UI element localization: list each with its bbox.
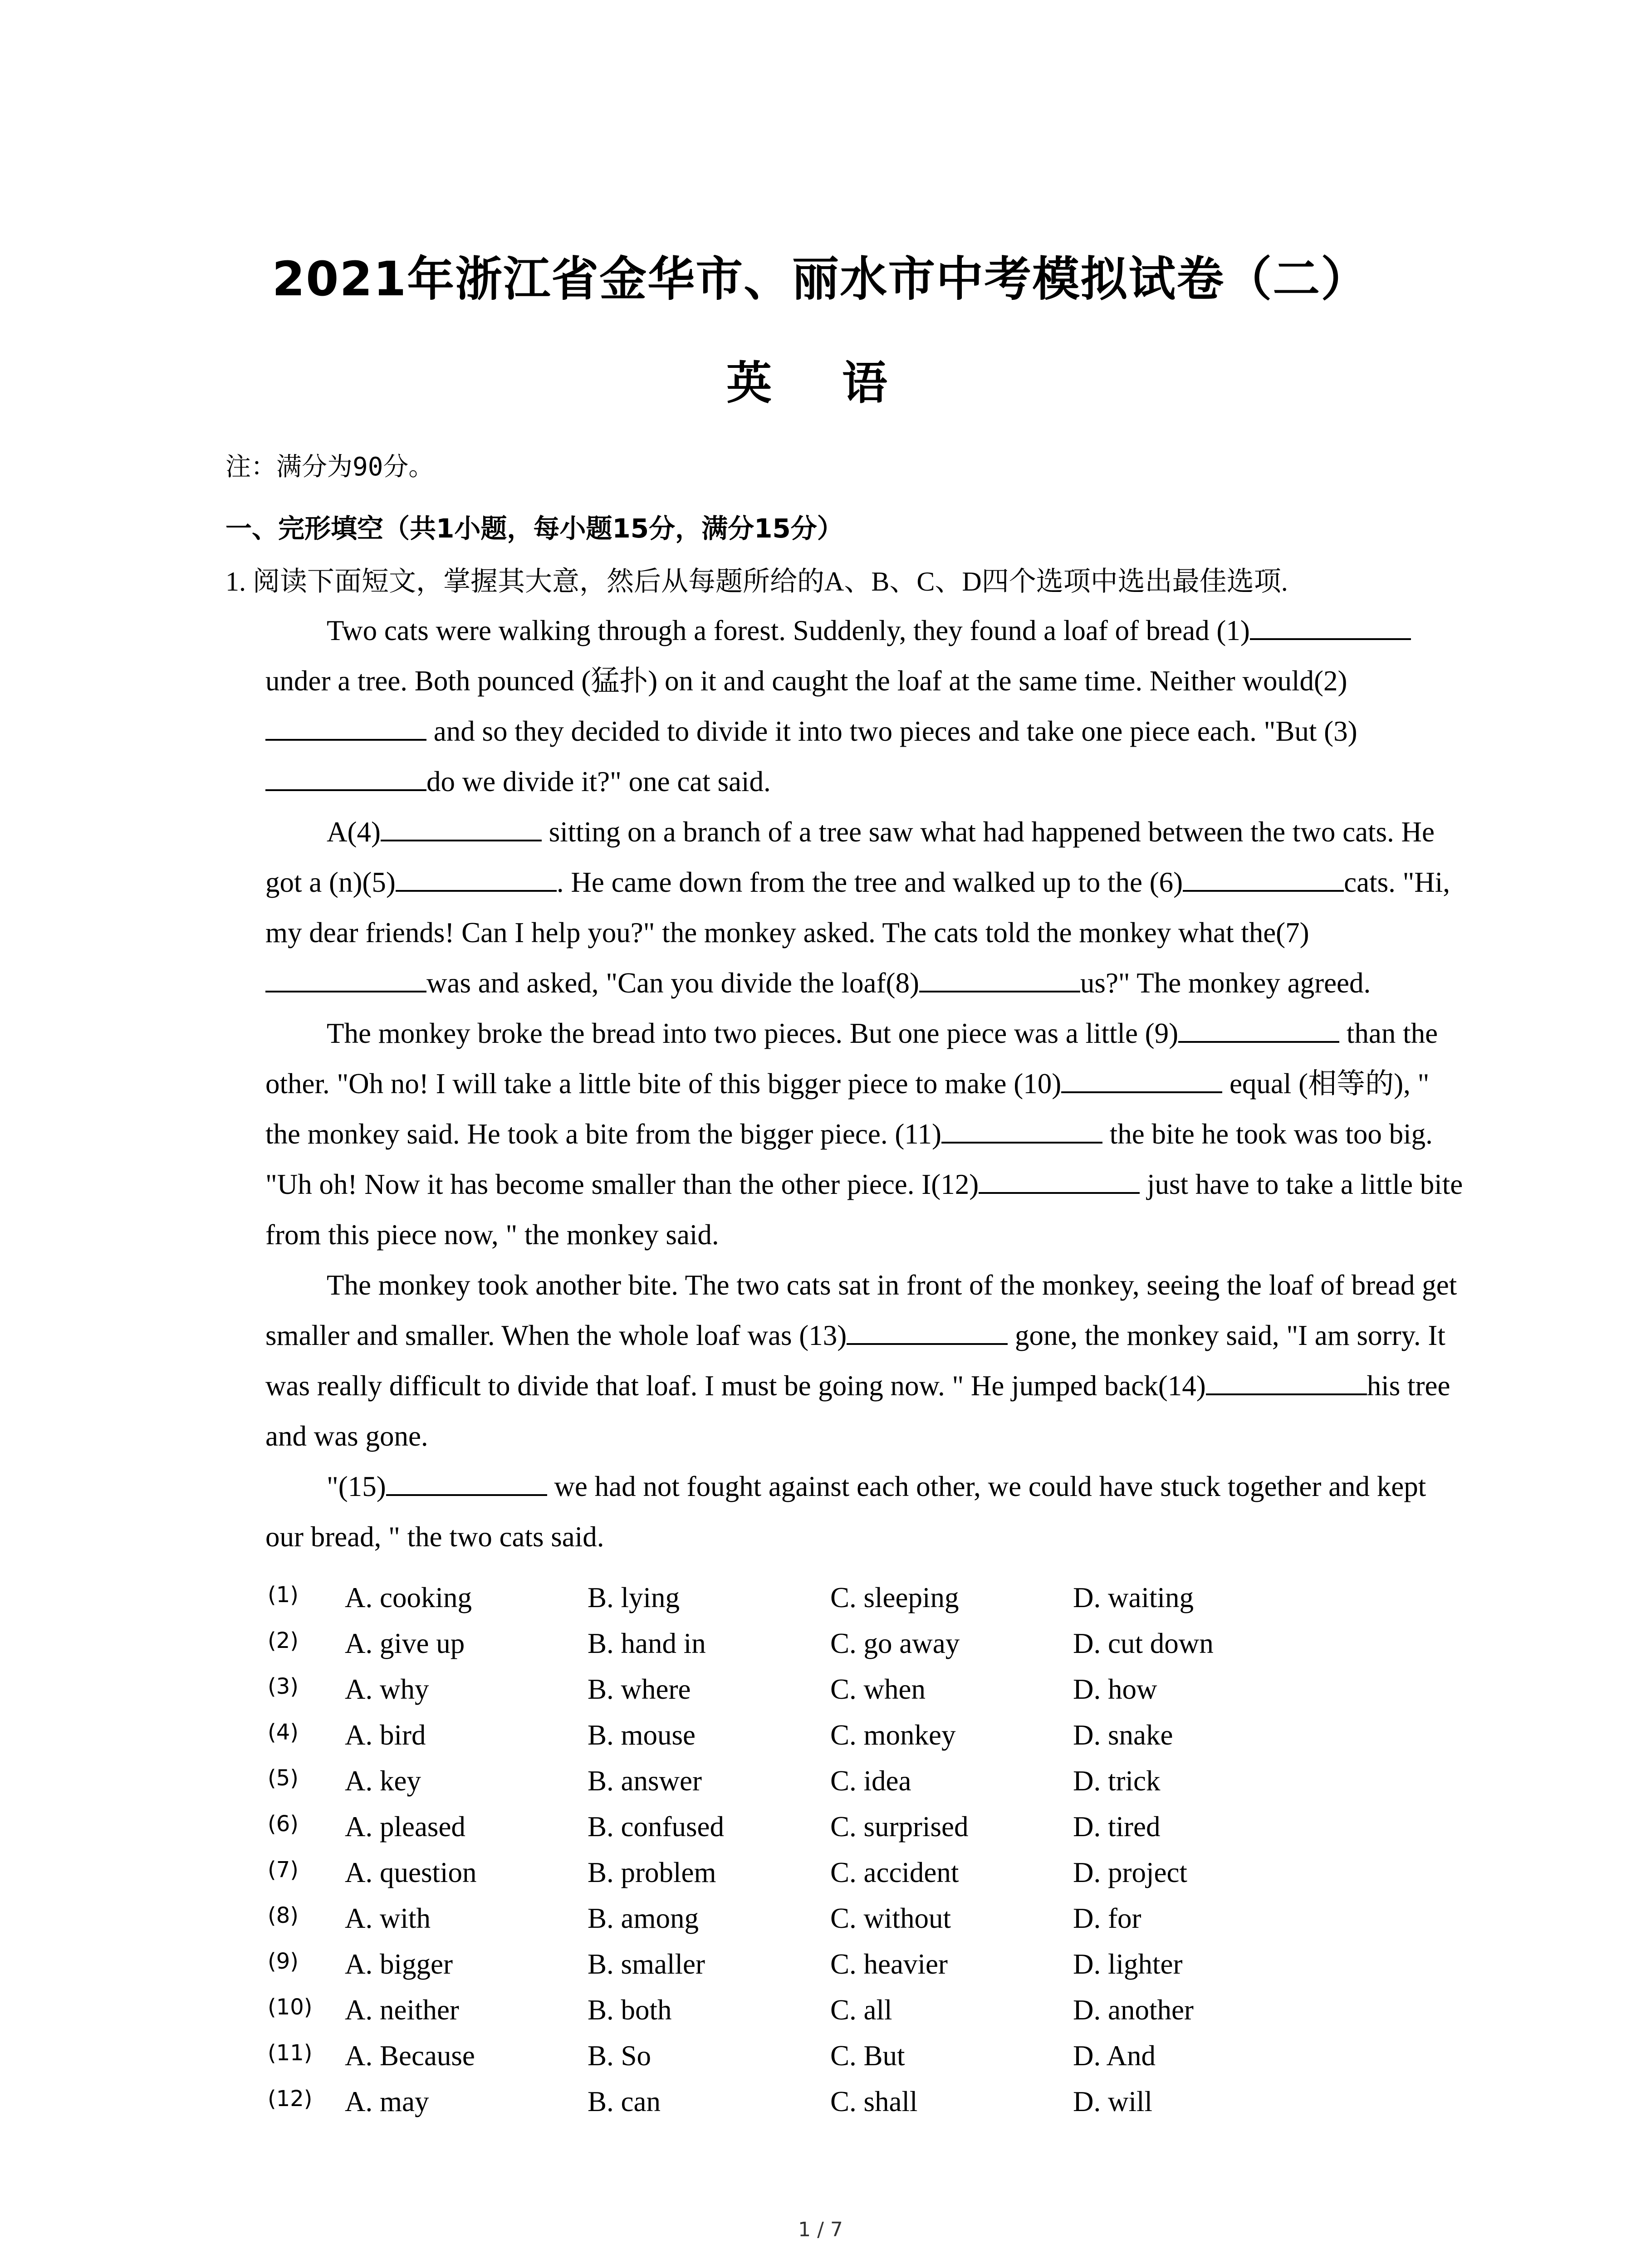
section-heading: 一、完形填空（共1小题，每小题15分，满分15分）	[225, 513, 843, 544]
passage-text: equal (相等的), " the monkey said. He took a bite from the bigger piece. (11)	[265, 1068, 1430, 1150]
passage-text: The monkey broke the bread into two pieces. But one piece was a little (9)	[327, 1017, 1179, 1049]
passage-text: just have to take a little bite from this piece now, " the monkey said.	[265, 1168, 1463, 1251]
option-c: C. surprised	[830, 1811, 969, 1843]
passage-text: Two cats were walking through a forest. Suddenly, they found a loaf of bread (1)	[327, 615, 1250, 646]
option-row	[268, 1896, 1357, 1941]
option-number: (1)	[268, 1582, 299, 1608]
option-c: C. sleeping	[830, 1582, 959, 1613]
option-d: D. cut down	[1073, 1628, 1214, 1659]
option-row	[268, 1712, 1357, 1758]
option-d: D. waiting	[1073, 1582, 1194, 1613]
passage-text: do we divide it?" one cat said.	[426, 766, 771, 797]
option-a: A. bird	[345, 1719, 426, 1751]
passage-text: gone, the monkey said, "I am sorry. It was really difficult to divide that loaf. I must be going now. " He jumped back(14)	[265, 1320, 1445, 1402]
option-c: C. But	[830, 2040, 905, 2072]
question-instruction: 1. 阅读下面短文，掌握其大意，然后从每题所给的A、B、C、D四个选项中选出最佳选项.	[225, 567, 1288, 596]
option-number: (9)	[268, 1949, 299, 1974]
option-b: B. mouse	[588, 1719, 696, 1751]
option-b: B. lying	[588, 1582, 680, 1613]
option-row	[268, 1804, 1357, 1850]
passage-paragraph	[265, 606, 1463, 807]
passage-paragraph	[265, 807, 1463, 1008]
option-number: (8)	[268, 1903, 299, 1928]
option-d: D. lighter	[1073, 1948, 1183, 1980]
option-number: (5)	[268, 1765, 299, 1791]
option-a: A. key	[345, 1765, 421, 1797]
option-b: B. So	[588, 2040, 652, 2072]
answer-blank	[381, 812, 542, 841]
option-b: B. both	[588, 1994, 672, 2026]
option-d: D. And	[1073, 2040, 1156, 2072]
passage-text: the bite he took was too big. "Uh oh! Now it has become smaller than the other piece. I(12)	[265, 1118, 1433, 1200]
exam-title: 2021年浙江省金华市、丽水市中考模拟试卷（二）	[272, 251, 1369, 307]
option-row	[268, 1850, 1357, 1896]
option-c: C. idea	[830, 1765, 911, 1797]
answer-blank	[919, 963, 1080, 992]
option-a: A. with	[345, 1902, 431, 1934]
option-number: (3)	[268, 1674, 299, 1699]
passage-text: his tree and was gone.	[265, 1370, 1450, 1452]
option-c: C. shall	[830, 2086, 918, 2117]
option-number: (12)	[268, 2086, 313, 2112]
answer-blank	[265, 712, 426, 741]
answer-options	[268, 1575, 1357, 2125]
option-a: A. pleased	[345, 1811, 465, 1843]
answer-blank	[265, 963, 426, 992]
option-a: A. bigger	[345, 1948, 453, 1980]
option-c: C. heavier	[830, 1948, 948, 1980]
option-row	[268, 1667, 1357, 1712]
option-a: A. cooking	[345, 1582, 472, 1613]
answer-blank	[386, 1467, 547, 1496]
option-b: B. confused	[588, 1811, 724, 1843]
option-row	[268, 1987, 1357, 2033]
option-b: B. hand in	[588, 1628, 706, 1659]
option-c: C. without	[830, 1902, 951, 1934]
passage-text: sitting on a branch of a tree saw what had happened between the two cats. He got a (n)(5)	[265, 816, 1435, 898]
answer-blank	[1061, 1064, 1222, 1093]
option-row	[268, 1621, 1357, 1667]
option-row	[268, 2033, 1357, 2079]
passage-text: . He came down from the tree and walked up to the (6)	[556, 866, 1183, 898]
option-number: (4)	[268, 1720, 299, 1745]
answer-blank	[847, 1316, 1008, 1345]
option-d: D. snake	[1073, 1719, 1173, 1751]
answer-blank	[265, 762, 426, 791]
option-d: D. trick	[1073, 1765, 1161, 1797]
option-number: (11)	[268, 2040, 313, 2066]
answer-blank	[1178, 1014, 1339, 1043]
option-c: C. accident	[830, 1857, 959, 1888]
option-c: C. all	[830, 1994, 892, 2026]
option-a: A. Because	[345, 2040, 475, 2072]
option-b: B. among	[588, 1902, 699, 1934]
passage-text: cats. "Hi, my dear friends! Can I help you?" the monkey asked. The cats told the monkey what the(7)	[265, 866, 1450, 948]
answer-blank	[1250, 611, 1411, 640]
passage-text: we had not fought against each other, we could have stuck together and kept our bread, " the two cats said.	[265, 1471, 1426, 1553]
answer-blank	[941, 1114, 1102, 1144]
passage-text: than the other. "Oh no! I will take a little bite of this bigger piece to make (10)	[265, 1017, 1438, 1100]
option-a: A. neither	[345, 1994, 459, 2026]
option-c: C. go away	[830, 1628, 960, 1659]
option-row	[268, 1758, 1357, 1804]
option-d: D. for	[1073, 1902, 1141, 1934]
option-d: D. how	[1073, 1673, 1157, 1705]
passage-text: A(4)	[327, 816, 381, 848]
option-a: A. why	[345, 1673, 429, 1705]
answer-blank	[1183, 863, 1344, 892]
answer-blank	[396, 863, 557, 892]
answer-blank	[979, 1165, 1140, 1194]
score-note: 注：满分为90分。	[225, 452, 434, 482]
option-b: B. can	[588, 2086, 661, 2117]
option-d: D. another	[1073, 1994, 1194, 2026]
option-a: A. question	[345, 1857, 477, 1888]
option-number: (6)	[268, 1811, 299, 1837]
passage-paragraph	[265, 1008, 1463, 1260]
option-b: B. where	[588, 1673, 691, 1705]
option-b: B. answer	[588, 1765, 702, 1797]
option-row	[268, 2079, 1357, 2125]
option-d: D. will	[1073, 2086, 1153, 2117]
passage-text: under a tree. Both pounced (猛扑) on it and caught the loaf at the same time. Neither would(2)	[265, 665, 1347, 697]
option-a: A. may	[345, 2086, 429, 2117]
passage-text: and so they decided to divide it into two pieces and take one piece each. "But (3)	[426, 715, 1357, 747]
cloze-passage	[265, 606, 1463, 1562]
passage-text: was and asked, "Can you divide the loaf(8)	[426, 967, 919, 999]
passage-text: us?" The monkey agreed.	[1080, 967, 1371, 999]
option-d: D. project	[1073, 1857, 1187, 1888]
option-row	[268, 1941, 1357, 1987]
option-d: D. tired	[1073, 1811, 1161, 1843]
option-number: (10)	[268, 1994, 313, 2020]
passage-paragraph	[265, 1461, 1463, 1562]
option-a: A. give up	[345, 1628, 465, 1659]
option-row	[268, 1575, 1357, 1621]
option-b: B. smaller	[588, 1948, 705, 1980]
page-number: 1 / 7	[798, 2218, 843, 2241]
option-number: (7)	[268, 1857, 299, 1882]
option-c: C. monkey	[830, 1719, 956, 1751]
option-number: (2)	[268, 1628, 299, 1653]
option-c: C. when	[830, 1673, 926, 1705]
exam-subject: 英 语	[726, 357, 915, 410]
passage-text: The monkey took another bite. The two cats sat in front of the monkey, seeing the loaf of bread get smaller and smaller. When the whole loaf was (13)	[265, 1269, 1457, 1351]
passage-text: "(15)	[327, 1471, 386, 1502]
answer-blank	[1206, 1366, 1367, 1395]
passage-paragraph	[265, 1260, 1463, 1461]
option-b: B. problem	[588, 1857, 716, 1888]
